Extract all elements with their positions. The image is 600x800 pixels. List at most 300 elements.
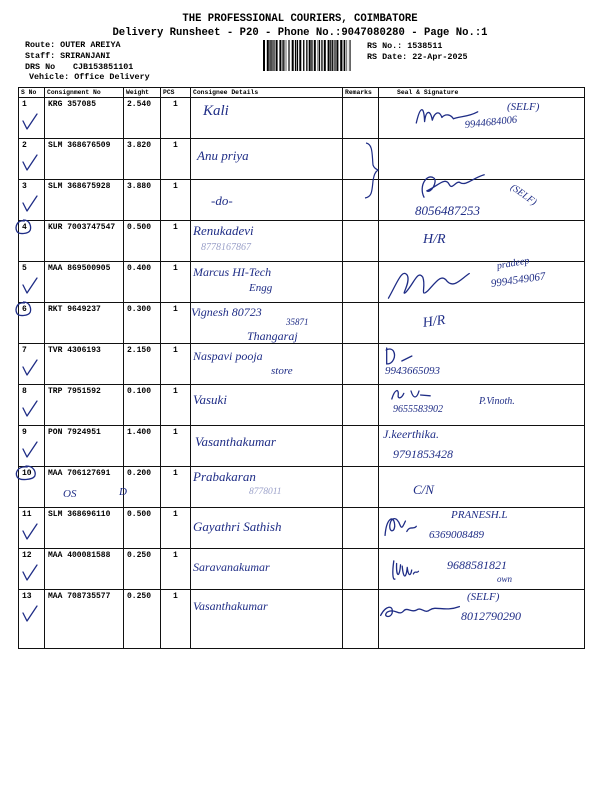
- consignment-no: TRP 7951592: [48, 387, 101, 396]
- cell-inner: [19, 467, 44, 507]
- weight-cell: [124, 508, 161, 549]
- pcs-cell: [161, 549, 191, 590]
- cell-inner: [161, 262, 190, 302]
- consignee-text: 8778011: [249, 487, 282, 497]
- consignee-cell: [191, 180, 343, 221]
- consignment-cell: [45, 590, 124, 649]
- cell-inner: [124, 303, 160, 343]
- signature-scribble: [385, 346, 413, 366]
- cell-inner: [379, 98, 584, 138]
- sno-cell: [19, 98, 45, 139]
- consignee-text: Saravanakumar: [193, 560, 270, 574]
- barcode-bar: [349, 40, 350, 71]
- cell-inner: [191, 221, 342, 261]
- signature-scribble: [417, 170, 487, 202]
- cell-inner: [161, 180, 190, 220]
- barcode-bar: [279, 40, 281, 71]
- barcode-bar: [288, 40, 289, 71]
- consignment-no: TVR 4306193: [48, 346, 101, 355]
- pcs-value: 1: [173, 469, 178, 478]
- table-row: [19, 139, 585, 180]
- pcs-cell: [161, 344, 191, 385]
- col-header-remarks: Remarks: [343, 88, 379, 98]
- weight-value: 3.820: [127, 141, 152, 150]
- signature-text: 9943665093: [385, 365, 440, 377]
- barcode-bar: [344, 40, 345, 71]
- weight-value: 0.200: [127, 469, 152, 478]
- cell-inner: [191, 426, 342, 466]
- barcode-bar: [311, 40, 312, 71]
- consignment-cell: [45, 98, 124, 139]
- tick-icon: [22, 277, 38, 295]
- cell-inner: [19, 262, 44, 302]
- pcs-cell: [161, 139, 191, 180]
- signature-text: 6369008489: [429, 529, 484, 541]
- pcs-value: 1: [173, 428, 178, 437]
- signature-scribble: [391, 557, 419, 583]
- signature-cell: [379, 344, 585, 385]
- consignment-cell: [45, 385, 124, 426]
- barcode-bar: [303, 40, 304, 71]
- cell-inner: [161, 344, 190, 384]
- table-row: [19, 180, 585, 221]
- barcode-bar: [314, 40, 316, 71]
- consignment-cell: [45, 303, 124, 344]
- weight-cell: [124, 98, 161, 139]
- cell-inner: [124, 98, 160, 138]
- consignee-cell: [191, 139, 343, 180]
- signature-cell: [379, 467, 585, 508]
- weight-value: 1.400: [127, 428, 152, 437]
- cell-inner: [45, 590, 123, 648]
- cell-inner: [379, 255, 584, 302]
- cell-inner: [191, 590, 342, 648]
- consignee-text: 35871: [286, 317, 309, 327]
- staff-label: Staff: SRIRANJANI: [25, 51, 111, 61]
- pcs-value: 1: [173, 100, 178, 109]
- cell-inner: [45, 303, 123, 343]
- circle-mark: [15, 219, 32, 235]
- table-row: [19, 426, 585, 467]
- signature-cell: [379, 508, 585, 549]
- table-row: [19, 344, 585, 385]
- signature-cell: [379, 303, 585, 344]
- cell-inner: [343, 549, 378, 589]
- remarks-cell: [343, 262, 379, 303]
- consignee-cell: [191, 344, 343, 385]
- pcs-cell: [161, 221, 191, 262]
- barcode-bar: [336, 40, 338, 71]
- weight-cell: [124, 467, 161, 508]
- sno-cell: [19, 344, 45, 385]
- consignee-text: Engg: [249, 282, 273, 294]
- serial-number: 11: [22, 510, 32, 519]
- consignment-cell: [45, 508, 124, 549]
- pcs-cell: [161, 262, 191, 303]
- weight-cell: [124, 303, 161, 344]
- signature-text: 8056487253: [415, 203, 480, 218]
- consignee-cell: [191, 467, 343, 508]
- cell-inner: [161, 549, 190, 589]
- barcode-bar: [295, 40, 296, 71]
- cell-inner: [45, 221, 123, 261]
- consignee-cell: [191, 262, 343, 303]
- cell-inner: [191, 180, 342, 220]
- cell-inner: [343, 508, 378, 548]
- barcode-bar: [273, 40, 274, 71]
- cell-inner: [379, 180, 584, 220]
- tick-icon: [22, 113, 38, 131]
- barcode-bar: [332, 40, 333, 71]
- consignment-no: MAA 708735577: [48, 592, 111, 601]
- sno-cell: [19, 426, 45, 467]
- cell-inner: [45, 180, 123, 220]
- consignment-no: SLM 368676509: [48, 141, 111, 150]
- cell-inner: [343, 98, 378, 138]
- col-header-pcs: PCS: [161, 88, 191, 98]
- cell-inner: [19, 590, 44, 648]
- signature-cell: [379, 590, 585, 649]
- cell-inner: [19, 180, 44, 220]
- consignee-cell: [191, 549, 343, 590]
- serial-number: 1: [22, 100, 27, 109]
- weight-cell: [124, 426, 161, 467]
- barcode-bar: [309, 40, 311, 71]
- consignment-no: SLM 368696110: [48, 510, 111, 519]
- signature-scribble: [383, 512, 417, 538]
- weight-value: 0.500: [127, 223, 152, 232]
- signature-text: J.keerthika.: [383, 427, 439, 441]
- sno-cell: [19, 385, 45, 426]
- table-header-row: [19, 88, 585, 98]
- cell-inner: [191, 467, 342, 507]
- cell-inner: [379, 303, 584, 343]
- barcode-bar: [282, 40, 283, 71]
- remarks-cell: [343, 549, 379, 590]
- consignment-cell: [45, 262, 124, 303]
- weight-cell: [124, 385, 161, 426]
- consignment-no: MAA 706127691: [48, 469, 111, 478]
- barcode-bar: [340, 40, 342, 71]
- barcode-bar: [347, 40, 348, 71]
- pcs-value: 1: [173, 551, 178, 560]
- cell-inner: [161, 139, 190, 179]
- cell-inner: [19, 303, 44, 343]
- consignee-cell: [191, 221, 343, 262]
- barcode-bar: [269, 40, 270, 71]
- signature-cell: [379, 180, 585, 221]
- circle-mark: [15, 465, 37, 481]
- cell-inner: [379, 426, 584, 466]
- cell-inner: [124, 139, 160, 179]
- circle-mark: [15, 301, 32, 317]
- pcs-cell: [161, 590, 191, 649]
- consignee-text: Gayathri Sathish: [193, 519, 282, 534]
- cell-inner: [379, 344, 584, 384]
- weight-value: 0.400: [127, 264, 152, 273]
- table-row: [19, 262, 585, 303]
- tick-icon: [22, 195, 38, 213]
- signature-cell: [379, 549, 585, 590]
- signature-text: 8012790290: [461, 609, 521, 623]
- handwritten-note: D: [119, 486, 127, 498]
- barcode-bar: [350, 40, 351, 71]
- consignment-cell: [45, 221, 124, 262]
- signature-text: H/R: [423, 232, 446, 247]
- tick-icon: [22, 605, 38, 623]
- cell-inner: [343, 303, 378, 343]
- table-row: [19, 385, 585, 426]
- sno-cell: [19, 467, 45, 508]
- tick-icon: [22, 523, 38, 541]
- barcode-bar: [292, 40, 294, 71]
- consignment-no: SLM 368675928: [48, 182, 111, 191]
- serial-number: 3: [22, 182, 27, 191]
- consignee-text: Vasanthakumar: [193, 599, 268, 613]
- pcs-cell: [161, 98, 191, 139]
- cell-inner: [191, 344, 342, 384]
- weight-cell: [124, 590, 161, 649]
- company-title: THE PROFESSIONAL COURIERS, COIMBATORE: [182, 13, 418, 25]
- pcs-cell: [161, 303, 191, 344]
- signature-text: P.Vinoth.: [479, 396, 515, 407]
- table-row: [19, 508, 585, 549]
- pcs-value: 1: [173, 264, 178, 273]
- signature-cell: [379, 255, 585, 303]
- weight-cell: [124, 549, 161, 590]
- signature-text: 9655583902: [393, 404, 443, 415]
- cell-inner: [343, 344, 378, 384]
- col-header-consignment: Consignment No: [45, 88, 124, 98]
- table-row: [19, 98, 585, 139]
- cell-inner: [161, 303, 190, 343]
- consignment-no: MAA 869500905: [48, 264, 111, 273]
- serial-number: 2: [22, 141, 27, 150]
- cell-inner: [124, 385, 160, 425]
- cell-inner: [19, 344, 44, 384]
- barcode-bar: [263, 40, 265, 71]
- consignee-cell: [191, 385, 343, 426]
- remarks-cell: [343, 98, 379, 139]
- tick-icon: [22, 154, 38, 172]
- barcode-bar: [318, 40, 319, 71]
- cell-inner: [19, 426, 44, 466]
- remarks-cell: [343, 590, 379, 649]
- runsheet-table: [18, 87, 585, 649]
- remarks-cell: [343, 385, 379, 426]
- cell-inner: [124, 467, 160, 507]
- consignee-cell: [191, 508, 343, 549]
- signature-cell: [379, 426, 585, 467]
- signature-cell: [379, 221, 585, 262]
- barcode-bar: [289, 40, 290, 71]
- consignee-text: Renukadevi: [193, 223, 254, 238]
- signature-scribble: [391, 387, 431, 403]
- consignee-text: Marcus HI-Tech: [193, 265, 272, 279]
- cell-inner: [124, 590, 160, 648]
- signature-text: (SELF): [508, 182, 539, 208]
- cell-inner: [343, 385, 378, 425]
- pcs-value: 1: [173, 510, 178, 519]
- consignment-cell: [45, 467, 127, 508]
- serial-number: 5: [22, 264, 27, 273]
- barcode-bar: [297, 40, 298, 71]
- rs-number: RS No.: 1538511: [367, 41, 443, 51]
- barcode-bar: [335, 40, 336, 71]
- serial-number: 10: [22, 469, 32, 478]
- consignment-cell: [45, 344, 124, 385]
- col-header-weight: Weight: [124, 88, 161, 98]
- cell-inner: [161, 221, 190, 261]
- weight-value: 0.250: [127, 592, 152, 601]
- col-header-signature: Seal & Signature: [379, 88, 585, 98]
- sno-cell: [19, 221, 45, 262]
- drs-number: CJB153851101: [73, 62, 134, 72]
- vehicle-label: Vehicle: Office Delivery: [29, 72, 150, 82]
- cell-inner: [124, 344, 160, 384]
- barcode-bar: [328, 40, 330, 71]
- bracket-mark: [364, 141, 380, 199]
- cell-inner: [191, 262, 342, 302]
- barcode-bar: [306, 40, 307, 71]
- cell-inner: [45, 385, 123, 425]
- cell-inner: [343, 221, 378, 261]
- cell-inner: [191, 303, 342, 343]
- barcode-bar: [321, 40, 322, 71]
- barcode-bar: [334, 40, 335, 71]
- cell-inner: [45, 549, 123, 589]
- pcs-value: 1: [173, 305, 178, 314]
- table-row: [19, 549, 585, 590]
- consignment-cell: [45, 549, 124, 590]
- weight-value: 0.500: [127, 510, 152, 519]
- barcode-bar: [319, 40, 320, 71]
- pcs-value: 1: [173, 387, 178, 396]
- cell-inner: [45, 508, 123, 548]
- col-header-consignee: Consignee Details: [191, 88, 343, 98]
- consignee-text: -do-: [211, 193, 233, 208]
- pcs-value: 1: [173, 223, 178, 232]
- cell-inner: [161, 508, 190, 548]
- remarks-cell: [343, 426, 379, 467]
- pcs-cell: [161, 508, 191, 549]
- consignment-cell: [45, 180, 124, 221]
- weight-cell: [124, 180, 161, 221]
- cell-inner: [19, 139, 44, 179]
- drs-label: DRS No: [25, 62, 56, 72]
- signature-text: H/R: [421, 312, 447, 331]
- barcode-bar: [267, 40, 269, 71]
- table-row: [19, 221, 585, 262]
- pcs-value: 1: [173, 592, 178, 601]
- cell-inner: [161, 385, 190, 425]
- barcode-bar: [286, 40, 287, 71]
- cell-inner: [45, 262, 123, 302]
- sno-cell: [19, 139, 45, 180]
- consignment-no: PON 7924951: [48, 428, 101, 437]
- signature-scribble: [385, 264, 471, 302]
- serial-number: 6: [22, 305, 27, 314]
- barcode: [262, 40, 355, 71]
- remarks-cell: [343, 467, 379, 508]
- consignment-no: MAA 400081588: [48, 551, 111, 560]
- cell-inner: [124, 508, 160, 548]
- cell-inner: [124, 262, 160, 302]
- cell-inner: [379, 385, 584, 425]
- cell-inner: [45, 426, 123, 466]
- signature-cell: [379, 385, 585, 426]
- consignee-text: Vasanthakumar: [195, 434, 276, 449]
- rs-date: RS Date: 22-Apr-2025: [367, 52, 468, 62]
- weight-cell: [124, 344, 161, 385]
- cell-inner: [124, 549, 160, 589]
- consignment-no: KRG 357085: [48, 100, 97, 109]
- sno-cell: [19, 180, 45, 221]
- cell-inner: [19, 508, 44, 548]
- weight-value: 2.540: [127, 100, 152, 109]
- cell-inner: [379, 508, 584, 548]
- cell-inner: [161, 467, 190, 507]
- signature-text: C/N: [413, 482, 434, 497]
- cell-inner: [124, 180, 160, 220]
- route-label: Route: OUTER AREIYA: [25, 40, 121, 50]
- serial-number: 7: [22, 346, 27, 355]
- cell-inner: [343, 467, 378, 507]
- signature-scribble: [379, 600, 461, 622]
- remarks-cell: [343, 303, 379, 344]
- weight-cell: [124, 262, 161, 303]
- pcs-value: 1: [173, 141, 178, 150]
- pcs-value: 1: [173, 182, 178, 191]
- remarks-cell: [343, 344, 379, 385]
- barcode-bar: [324, 40, 326, 71]
- cell-inner: [343, 426, 378, 466]
- serial-number: 9: [22, 428, 27, 437]
- barcode-bar: [330, 40, 331, 71]
- runsheet-subtitle: Delivery Runsheet - P20 - Phone No.:9047080280 - Page No.:1: [112, 27, 488, 39]
- serial-number: 4: [22, 223, 27, 232]
- pcs-value: 1: [173, 346, 178, 355]
- cell-inner: [45, 98, 123, 138]
- signature-text: 9688581821: [447, 558, 507, 572]
- consignee-text: Thangaraj: [247, 329, 298, 343]
- cell-inner: [19, 385, 44, 425]
- consignee-cell: [191, 426, 343, 467]
- table-row: [19, 303, 585, 344]
- consignee-text: Prabakaran: [193, 469, 256, 484]
- barcode-bar: [274, 40, 275, 71]
- consignee-text: store: [271, 365, 293, 377]
- sno-cell: [19, 508, 45, 549]
- pcs-cell: [161, 180, 191, 221]
- signature-text: 9994549067: [490, 270, 547, 290]
- consignee-text: Naspavi pooja: [193, 349, 263, 363]
- consignee-text: Anu priya: [197, 148, 249, 163]
- consignment-no: KUR 7003747547: [48, 223, 116, 232]
- cell-inner: [379, 221, 584, 261]
- weight-value: 0.250: [127, 551, 152, 560]
- tick-icon: [22, 400, 38, 418]
- remarks-cell: [343, 221, 379, 262]
- pcs-cell: [161, 385, 191, 426]
- cell-inner: [343, 590, 378, 648]
- signature-text: 9944684006: [464, 114, 518, 131]
- barcode-bar: [283, 40, 284, 71]
- table-row: [19, 467, 585, 508]
- signature-text: pradeep: [495, 255, 531, 272]
- signature-text: own: [497, 574, 513, 584]
- cell-inner: [161, 98, 190, 138]
